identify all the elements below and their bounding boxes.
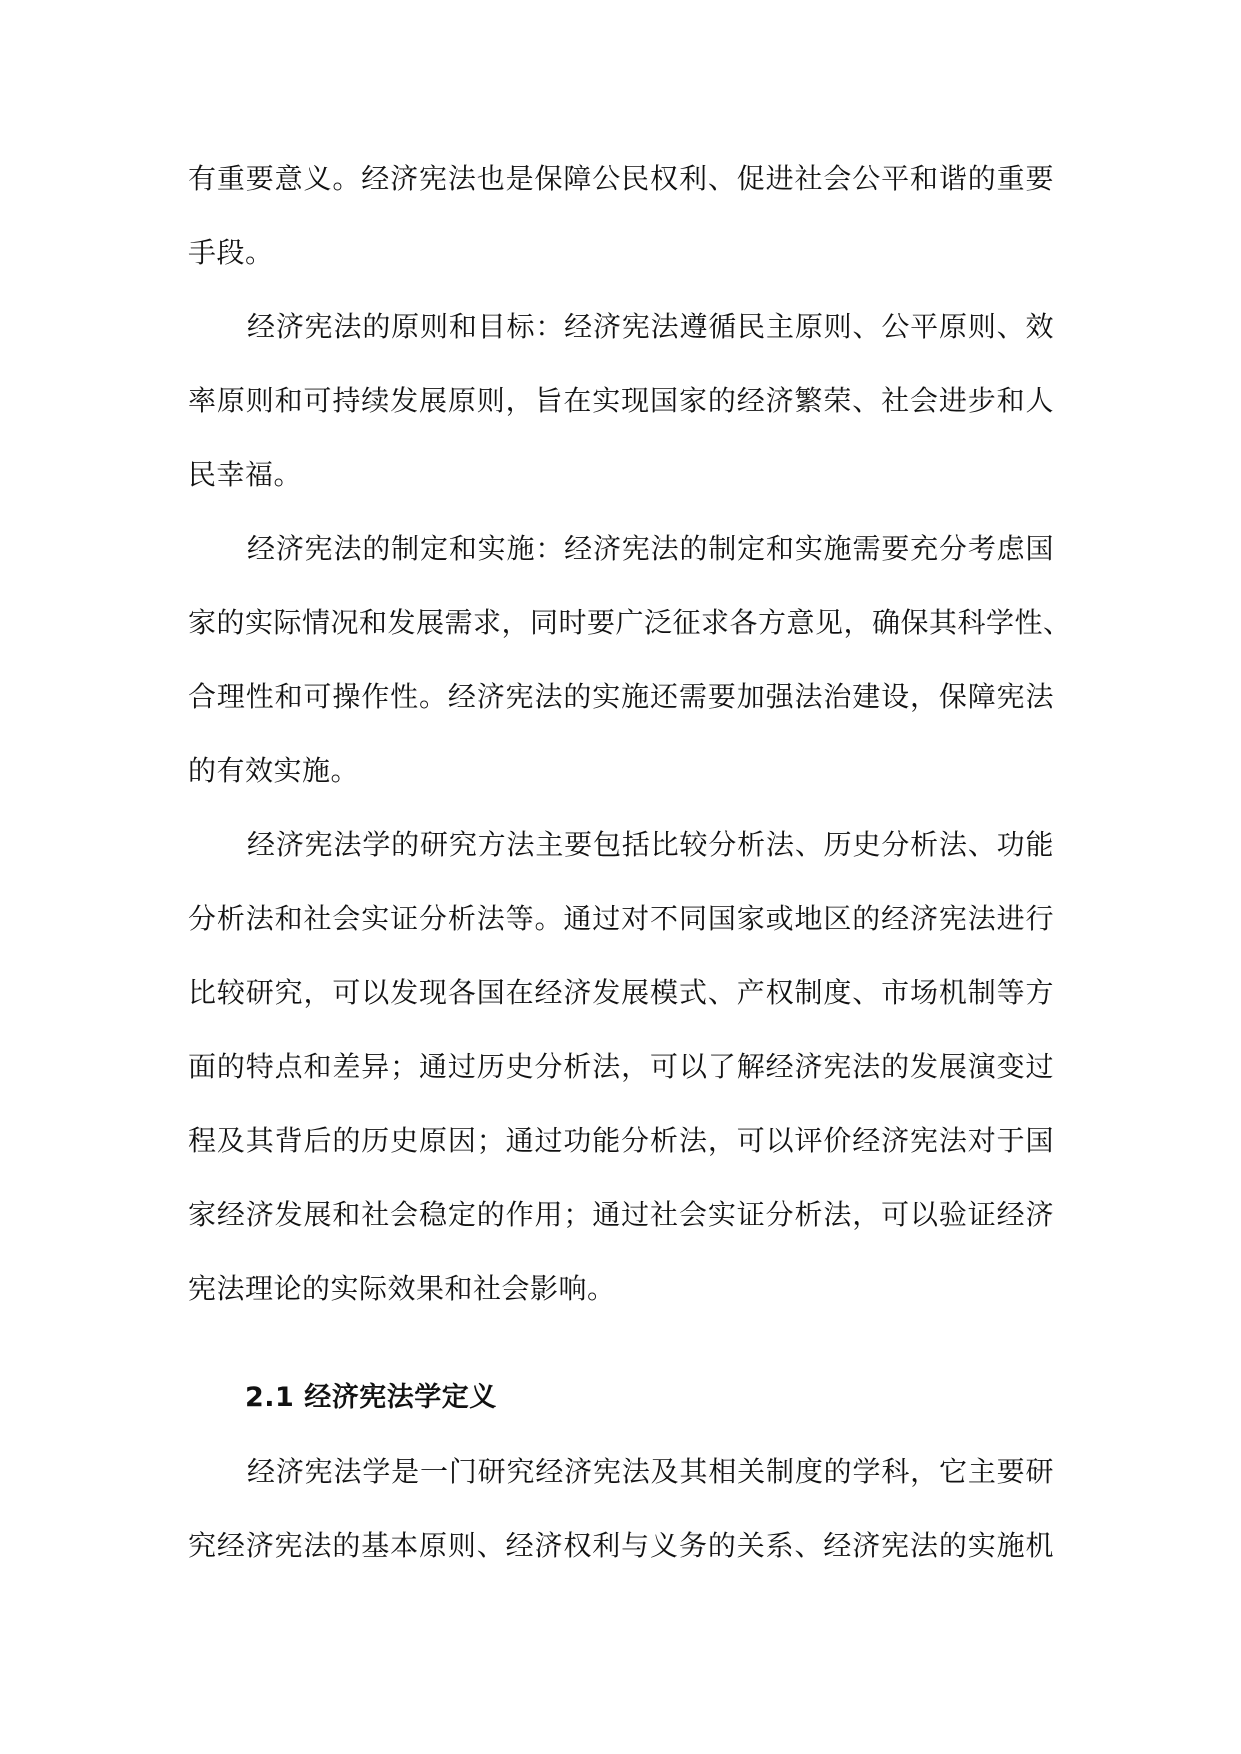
text-line: 经济宪法的制定和实施：经济宪法的制定和实施需要充分考虑国 <box>247 532 1054 565</box>
text-line: 家经济发展和社会稳定的作用；通过社会实证分析法，可以验证经济 <box>188 1198 1054 1231</box>
paragraph <box>188 142 1054 290</box>
paragraph <box>188 512 1072 808</box>
text-line: 合理性和可操作性。经济宪法的实施还需要加强法治建设，保障宪法 <box>188 680 1054 713</box>
document-body <box>188 142 1072 1583</box>
paragraph <box>188 290 1054 512</box>
text-line: 分析法和社会实证分析法等。通过对不同国家或地区的经济宪法进行 <box>188 902 1054 935</box>
text-line: 经济宪法学是一门研究经济宪法及其相关制度的学科，它主要研 <box>247 1455 1054 1488</box>
section-spacer <box>188 1326 1054 1361</box>
text-line: 有重要意义。经济宪法也是保障公民权利、促进社会公平和谐的重要 <box>188 162 1054 195</box>
text-line: 究经济宪法的基本原则、经济权利与义务的关系、经济宪法的实施机 <box>188 1529 1054 1562</box>
text-line: 经济宪法学的研究方法主要包括比较分析法、历史分析法、功能 <box>247 828 1054 861</box>
text-line: 程及其背后的历史原因；通过功能分析法，可以评价经济宪法对于国 <box>188 1124 1054 1157</box>
paragraph <box>188 1435 1054 1583</box>
text-line: 宪法理论的实际效果和社会影响。 <box>188 1272 616 1305</box>
paragraph <box>188 808 1054 1326</box>
text-line: 民幸福。 <box>188 458 303 491</box>
section-heading: 2.1 经济宪法学定义 <box>245 1382 497 1413</box>
text-line: 手段。 <box>188 236 274 269</box>
text-line: 率原则和可持续发展原则，旨在实现国家的经济繁荣、社会进步和人 <box>188 384 1054 417</box>
text-line: 的有效实施。 <box>188 754 360 787</box>
text-line: 经济宪法的原则和目标：经济宪法遵循民主原则、公平原则、效 <box>247 310 1054 343</box>
text-line: 家的实际情况和发展需求，同时要广泛征求各方意见，确保其科学性、 <box>188 606 1072 639</box>
text-line: 比较研究，可以发现各国在经济发展模式、产权制度、市场机制等方 <box>188 976 1054 1009</box>
text-line: 面的特点和差异；通过历史分析法，可以了解经济宪法的发展演变过 <box>188 1050 1054 1083</box>
